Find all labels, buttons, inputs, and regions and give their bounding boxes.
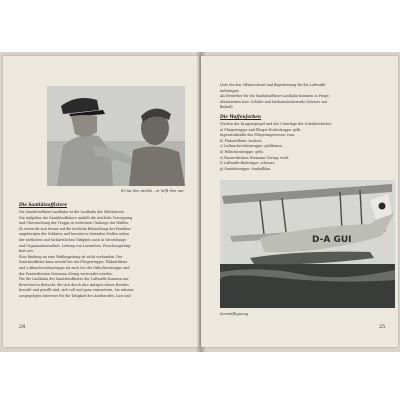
book-spread [0, 52, 400, 352]
text-line: der Panzerdivision Hermann Göring verwendet werden. [19, 271, 113, 276]
list-item: c) Luftnachrichtentruppe: goldbraun, [220, 144, 283, 149]
registration-marking: D-A GUI [312, 235, 352, 245]
text-line: Es erstreckt sich ferner auf die ärztliche Behandlung des Familien- [19, 226, 132, 231]
text-line: mitbringen. [220, 88, 240, 93]
text-line: Eine Bindung an eine Waffengattung ist nicht vorhanden. Der [19, 254, 123, 259]
text-line: und Organisationsarbeit, Leitung von Lazaretten, Forschungstätig- [19, 243, 132, 248]
text-line: Als Bewerber für die Sanitätsoffizier-Laufbahn kommen in Frage: [220, 94, 330, 99]
text-line: angehörigen der Soldaten und bereitet in leitenden Stellen neben [19, 232, 130, 237]
seaplane-scene [220, 180, 395, 308]
photo-officer-examining-boy [47, 86, 185, 186]
section-heading: Die Sanitätsoffiziere [19, 202, 68, 207]
body-text [19, 210, 189, 300]
text-line: Für die Laufbahn des Sanitätsoffiziers der Luftwaffe kommen nur [19, 277, 129, 282]
text-line: Die Aufgaben der Sanitätsoffiziere umfaßt die ärztliche Versorgung [19, 215, 133, 220]
text-line: ausgeprägtes Interesse für die Tätigkeit des Arztberufes, Lust und [19, 293, 131, 298]
list-item: f) Luftwaffe-Bautruppe: schwarz, [220, 161, 276, 166]
text-line: der ärztlichen und fachärztlichen Tätigkeit auch in Verwaltungs- [19, 237, 128, 242]
list-item: e) Panzerdivision Hermann Göring: weiß, [220, 155, 290, 160]
text-line: bewußt und gewillt sind, sich voll und ganz einzusetzen. Sie müssen [19, 288, 134, 293]
text-line: und Überwachung der Truppe in weitestem Umfange der Waffen. [19, 221, 129, 226]
photo-caption: Seenotflugzeug [220, 312, 249, 316]
page-number: 24 [19, 324, 26, 330]
list-item: (Farben der Kragenspiegel und der Unterlage der Schulterstücke): [220, 122, 333, 126]
text-line: Bedarf). [220, 105, 234, 110]
list-item: a) Fliegertruppe und Flieger-Bodentruppe: gelb, [220, 127, 302, 132]
photo-caption: Er tut ihm nichts – er hilft ihm nur [121, 189, 184, 193]
text-line: Sanitätsoffizier kann sowohl bei der Fliegertruppe, Flakartillerie [19, 260, 128, 265]
photo-scene [47, 86, 185, 186]
right-page [201, 56, 398, 347]
list-item: d) Fallschirmtruppe: gelb, [220, 149, 264, 154]
section-heading: Die Waffenfarben [220, 114, 261, 119]
text-line: und Luftnachrichtentruppe als auch bei der Fallschirmtruppe und [19, 265, 130, 270]
list-item: Ingenieurkräfte des Fliegerungswesen: rosa, [220, 133, 296, 138]
list-item: g) Sanitätstruppe: dunkelblau. [220, 166, 272, 171]
text-line: Abiturienten bzw. Schüler und Medizinstudierende (letztere mit [220, 99, 328, 104]
text-line: Liste für den Offiziersberuf und Begeisterung für die Luftwaffe [220, 83, 326, 87]
text-line: Bewerber in Betracht, die sich durch ihre Anlagen dieses Berufes [19, 282, 129, 287]
text-line: Die Sanitätsoffizier-Laufbahn ist die Laufbahn der Militärärzte. [19, 210, 125, 214]
text-line: keit usw. [19, 249, 34, 254]
waffenfarben-list [220, 122, 390, 172]
photo-seaplane [220, 180, 395, 308]
left-page [3, 56, 199, 347]
body-text [220, 83, 390, 111]
page-number: 25 [379, 324, 386, 330]
list-item: b) Flakartillerie: hochrot, [220, 138, 263, 143]
